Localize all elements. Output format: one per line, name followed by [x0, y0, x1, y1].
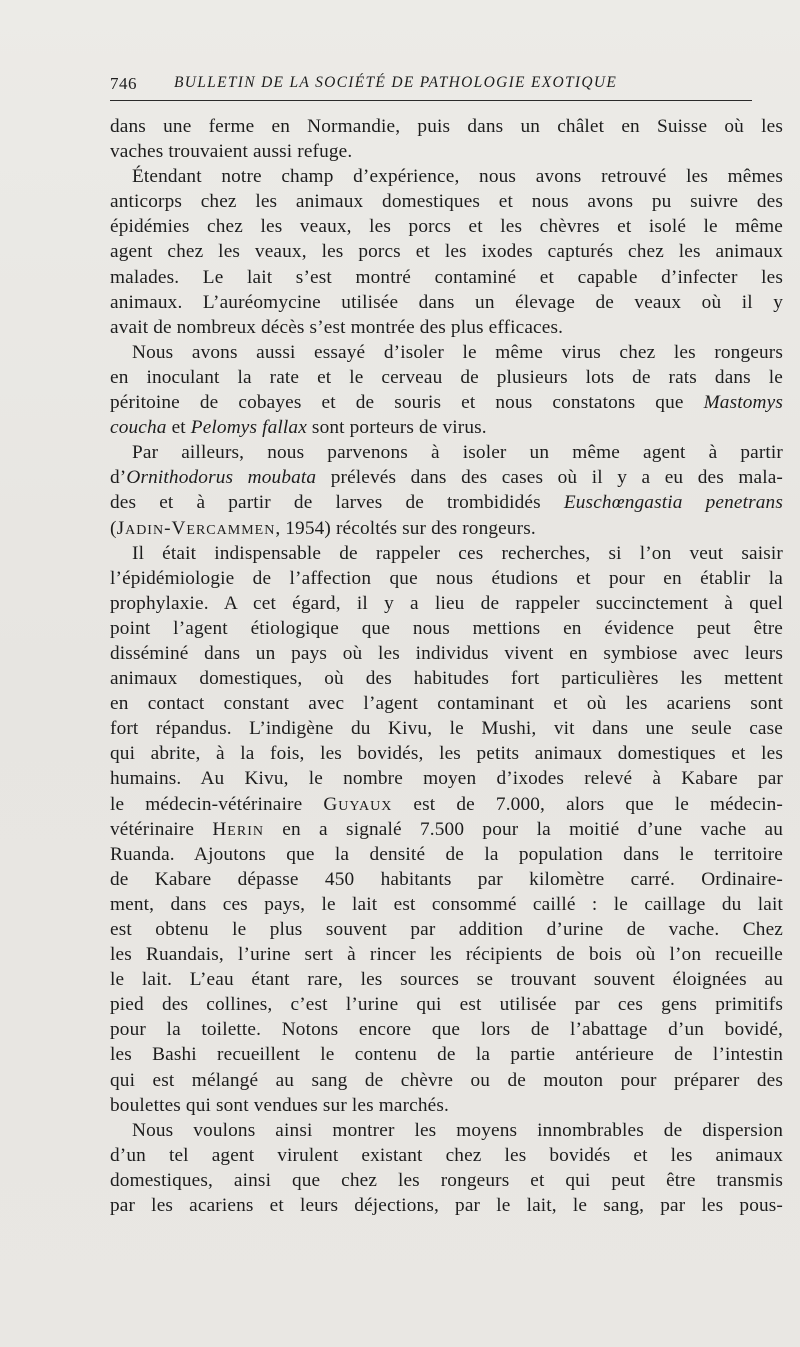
text-line: animaux domestiques, où des habitudes fort particulières les mettent [110, 668, 783, 690]
author-name: Guyaux [323, 793, 393, 815]
text-line: pied des collines, c’est l’urine qui est utilisée par ces gens primitifs [110, 994, 783, 1016]
text-line: ment, dans ces pays, le lait est consommé caillé : le caillage du lait [110, 893, 783, 915]
text-line: l’épidémiologie de l’affection que nous étudions et pour en établir la [110, 567, 783, 589]
text-line: de Kabare dépasse 450 habitants par kilomètre carré. Ordinaire- [110, 868, 783, 890]
text-line: d’un tel agent virulent existant chez les bovidés et les animaux [110, 1144, 783, 1166]
text-line: le lait. L’eau étant rare, les sources se trouvant souvent éloignées au [110, 969, 783, 991]
text-line: malades. Le lait s’est montré contaminé et capable d’infecter les [110, 266, 783, 288]
text-line: animaux. L’auréomycine utilisée dans un élevage de veaux où il y [110, 291, 783, 313]
text-line: domestiques, ainsi que chez les rongeurs et qui peut être transmis [110, 1169, 783, 1191]
text-line: vétérinaire Herin en a signalé 7.500 pour la moitié d’une vache au [110, 818, 783, 840]
species-name: Euschœngastia penetrans [563, 492, 783, 514]
text-line: avait de nombreux décès s’est montrée des plus efficaces. [110, 316, 564, 338]
text-line: qui est mélangé au sang de chèvre ou de mouton pour préparer des [110, 1069, 783, 1091]
text-line: disséminé dans un pays où les individus vivent en symbiose avec leurs [110, 642, 783, 664]
text-line: les Bashi recueillent le contenu de la partie antérieure de l’intestin [110, 1044, 783, 1066]
text-line: qui abrite, à la fois, les bovidés, les petits animaux domestiques et les [110, 743, 783, 765]
text-line: fort répandus. L’indigène du Kivu, le Mushi, vit dans une seule case [110, 718, 783, 740]
text-line: en inoculant la rate et le cerveau de plusieurs lots de rats dans le [110, 366, 783, 388]
text-line: Ruanda. Ajoutons que la densité de la population dans le territoire [110, 843, 783, 865]
text-line: pour la toilette. Notons encore que lors de l’abattage d’un bovidé, [110, 1019, 783, 1041]
text-line: Il était indispensable de rappeler ces recherches, si l’on veut saisir [132, 542, 783, 564]
text-line: agent chez les veaux, les porcs et les ixodes capturés chez les animaux [110, 241, 783, 263]
species-name: Pelomys fallax [190, 417, 307, 439]
text-line: par les acariens et leurs déjections, par le lait, le sang, par les pous- [110, 1195, 783, 1217]
text-line: boulettes qui sont vendues sur les marchés. [110, 1094, 449, 1116]
text-line: (Jadin-Vercammen, 1954) récoltés sur des rongeurs. [110, 517, 536, 539]
text-line: coucha et Pelomys fallax sont porteurs de virus. [110, 417, 487, 439]
text-line: Étendant notre champ d’expérience, nous avons retrouvé les mêmes [132, 166, 783, 188]
text-line: d’Ornithodorus moubata prélevés dans des cases où il y a eu des mala- [110, 467, 783, 489]
text-line: prophylaxie. A cet égard, il y a lieu de rappeler succinctement à quel [110, 592, 783, 614]
page-header [110, 74, 760, 100]
text-line: les Ruandais, l’urine sert à rincer les récipients de bois où l’on recueille [110, 944, 783, 966]
species-name: Mastomys [703, 392, 783, 414]
text-line: le médecin-vétérinaire Guyaux est de 7.000, alors que le médecin- [110, 793, 783, 815]
species-name: Ornithodorus moubata [126, 467, 317, 489]
text-line: en contact constant avec l’agent contaminant et où les acariens sont [110, 693, 783, 715]
text-line: péritoine de cobayes et de souris et nous constatons que Mastomys [110, 392, 783, 414]
text-line: des et à partir de larves de trombididés Euschœngastia penetrans [110, 492, 783, 514]
species-name: coucha [110, 417, 167, 439]
text-line: vaches trouvaient aussi refuge. [110, 141, 353, 163]
text-line: dans une ferme en Normandie, puis dans un châlet en Suisse où les [110, 116, 783, 137]
text-line: Par ailleurs, nous parvenons à isoler un même agent à partir [132, 442, 783, 464]
author-name: Jadin-Vercammen [116, 517, 276, 539]
running-title: BULLETIN DE LA SOCIÉTÉ DE PATHOLOGIE EXOTIQUE [174, 74, 618, 91]
text-line: anticorps chez les animaux domestiques et nous avons pu suivre des [110, 191, 783, 213]
text-line: épidémies chez les veaux, les porcs et les chèvres et isolé le même [110, 216, 783, 238]
text-line: humains. Au Kivu, le nombre moyen d’ixodes relevé à Kabare par [110, 768, 783, 790]
body-text [110, 114, 783, 1218]
header-rule [110, 100, 752, 101]
text-line: point l’agent étiologique que nous mettions en évidence peut être [110, 617, 783, 639]
page-number: 746 [110, 74, 137, 93]
text-line: est obtenu le plus souvent par addition d’urine de vache. Chez [110, 919, 783, 940]
text-line: Nous avons aussi essayé d’isoler le même virus chez les rongeurs [132, 341, 783, 363]
text-line: Nous voulons ainsi montrer les moyens innombrables de dispersion [132, 1119, 783, 1141]
author-name: Herin [212, 818, 264, 840]
